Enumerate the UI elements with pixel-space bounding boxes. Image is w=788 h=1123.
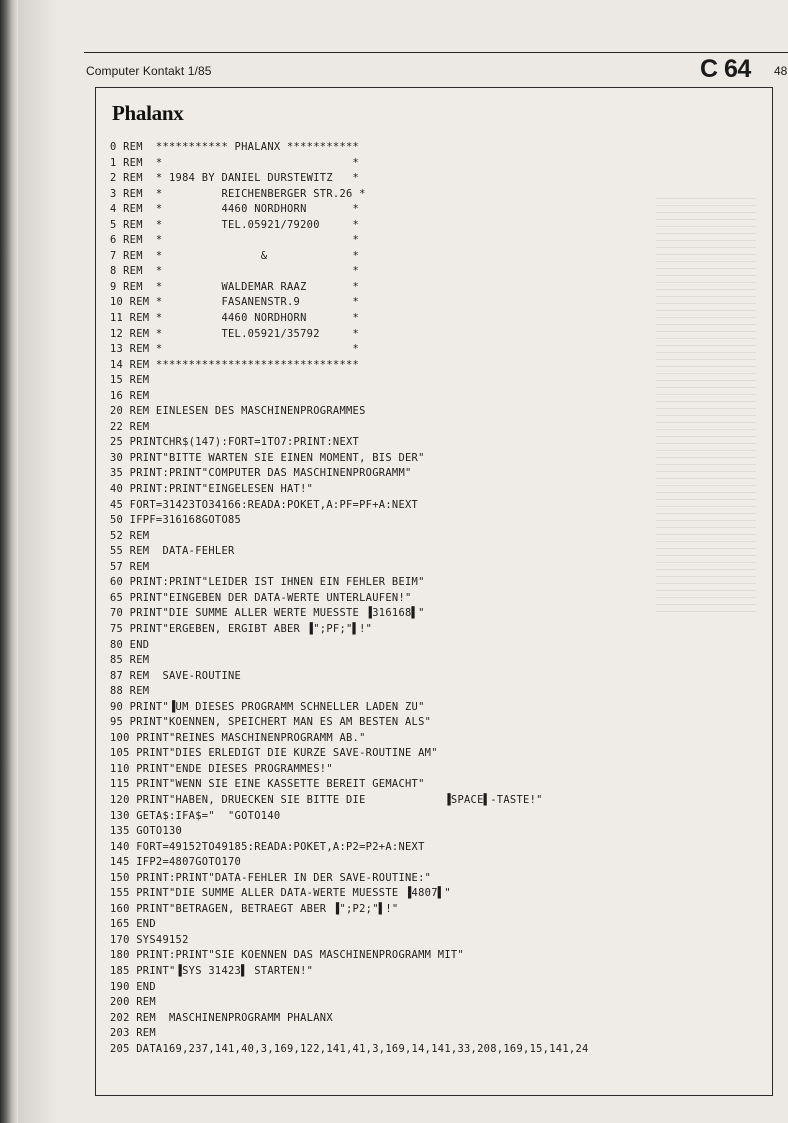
code-line: 205 DATA169,237,141,40,3,169,122,141,41,3,169,14,141,33,208,169,15,141,24 [110,1042,589,1055]
code-line: 165 END [110,918,156,931]
book-binding [0,0,18,1123]
code-line: 202 REM MASCHINENPROGRAMM PHALANX [110,1011,333,1024]
code-line: 135 GOTO130 [110,825,183,838]
code-line: 70 PRINT"DIE SUMME ALLER WERTE MUESSTE ▐316168▌" [110,607,425,620]
code-line: 130 GETA$:IFA$=" "GOTO140 [110,809,281,822]
code-line: 13 REM * * [110,343,360,356]
code-line: 1 REM * * [110,156,360,169]
code-line: 190 END [110,980,156,993]
page-header [84,52,788,86]
code-line: 110 PRINT"ENDE DIESES PROGRAMMES!" [110,762,333,775]
code-line: 160 PRINT"BETRAGEN, BETRAEGT ABER ▐";P2;"▌!" [110,902,399,915]
code-line: 45 FORT=31423TO34166:READA:POKET,A:PF=PF+A:NEXT [110,498,419,511]
code-line: 180 PRINT:PRINT"SIE KOENNEN DAS MASCHINENPROGRAMM MIT" [110,949,465,962]
code-line: 88 REM [110,685,150,698]
code-line: 14 REM ******************************* [110,358,360,371]
code-line: 11 REM * 4460 NORDHORN * [110,312,360,325]
code-line: 10 REM * FASANENSTR.9 * [110,296,360,309]
code-line: 75 PRINT"ERGEBEN, ERGIBT ABER ▐";PF;"▌!" [110,622,373,635]
code-line: 35 PRINT:PRINT"COMPUTER DAS MASCHINENPROGRAMM" [110,467,412,480]
code-line: 3 REM * REICHENBERGER STR.26 * [110,187,366,200]
code-line: 95 PRINT"KOENNEN, SPEICHERT MAN ES AM BESTEN ALS" [110,716,432,729]
code-line: 55 REM DATA-FEHLER [110,545,235,558]
code-line: 7 REM * & * [110,249,360,262]
code-line: 60 PRINT:PRINT"LEIDER IST IHNEN EIN FEHLER BEIM" [110,576,425,589]
code-line: 100 PRINT"REINES MASCHINENPROGRAMM AB." [110,731,366,744]
code-line: 8 REM * * [110,265,360,278]
binding-shadow [18,0,58,1123]
code-line: 203 REM [110,1027,156,1040]
code-line: 16 REM [110,389,150,402]
code-line: 50 IFPF=316168GOTO85 [110,514,242,527]
code-line: 20 REM EINLESEN DES MASCHINENPROGRAMMES [110,405,366,418]
code-line: 170 SYS49152 [110,933,189,946]
basic-listing [110,140,770,1057]
code-line: 5 REM * TEL.05921/79200 * [110,218,360,231]
code-line: 15 REM [110,374,150,387]
code-line: 22 REM [110,420,150,433]
code-line: 145 IFP2=4807GOTO170 [110,856,242,869]
code-line: 90 PRINT"▐UM DIESES PROGRAMM SCHNELLER LADEN ZU" [110,700,425,713]
code-line: 115 PRINT"WENN SIE EINE KASSETTE BEREIT GEMACHT" [110,778,425,791]
page-number: 48 [774,64,788,78]
code-line: 6 REM * * [110,234,360,247]
code-line: 12 REM * TEL.05921/35792 * [110,327,360,340]
code-line: 65 PRINT"EINGEBEN DER DATA-WERTE UNTERLAUFEN!" [110,591,412,604]
code-line: 185 PRINT"▐SYS 31423▌ STARTEN!" [110,964,314,977]
code-line: 105 PRINT"DIES ERLEDIGT DIE KURZE SAVE-ROUTINE AM" [110,747,438,760]
code-line: 80 END [110,638,150,651]
code-line: 87 REM SAVE-ROUTINE [110,669,242,682]
code-line: 155 PRINT"DIE SUMME ALLER DATA-WERTE MUESSTE ▐4807▌" [110,887,451,900]
code-line: 4 REM * 4460 NORDHORN * [110,203,360,216]
code-line: 52 REM [110,529,150,542]
magazine-issue: Computer Kontakt 1/85 [86,64,212,78]
code-line: 140 FORT=49152TO49185:READA:POKET,A:P2=P2+A:NEXT [110,840,425,853]
code-line: 2 REM * 1984 BY DANIEL DURSTEWITZ * [110,172,360,185]
code-line: 40 PRINT:PRINT"EINGELESEN HAT!" [110,483,314,496]
code-line: 120 PRINT"HABEN, DRUECKEN SIE BITTE DIE ▐SPACE▌-TASTE!" [110,793,543,806]
article-title: Phalanx [112,101,184,125]
code-line: 57 REM [110,560,150,573]
code-line: 85 REM [110,654,150,667]
code-line: 25 PRINTCHR$(147):FORT=1TO7:PRINT:NEXT [110,436,360,449]
code-line: 200 REM [110,996,156,1009]
code-line: 30 PRINT"BITTE WARTEN SIE EINEN MOMENT, BIS DER" [110,451,425,464]
code-line: 150 PRINT:PRINT"DATA-FEHLER IN DER SAVE-ROUTINE:" [110,871,432,884]
header-rule [84,52,788,53]
code-line: 9 REM * WALDEMAR RAAZ * [110,280,360,293]
section-label: C 64 [700,55,751,83]
code-line: 0 REM *********** PHALANX *********** [110,141,360,153]
